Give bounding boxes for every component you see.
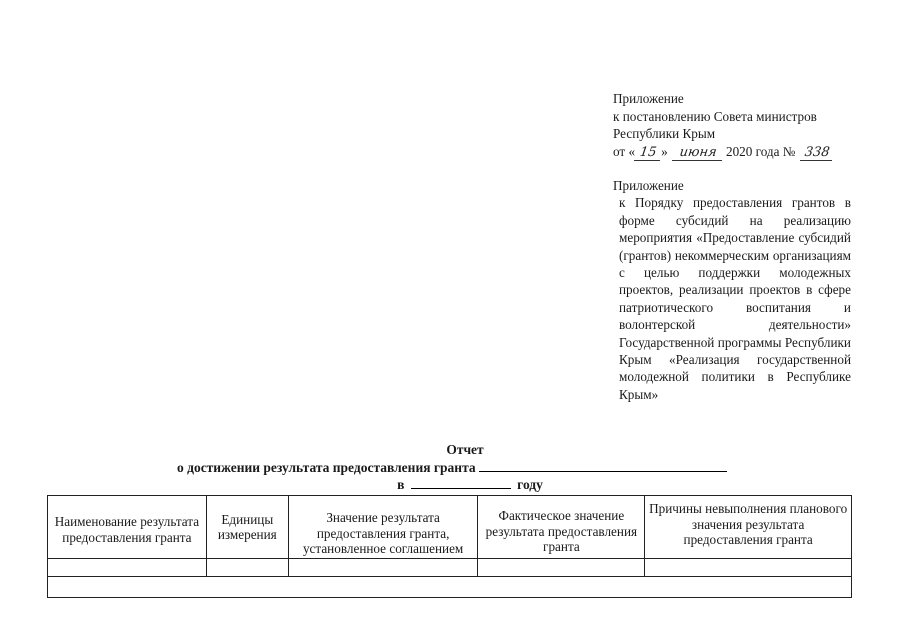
resolution-annex-block (613, 90, 873, 161)
header-failure-reasons: Причины невыполнения планового значения результата предоставления гранта (645, 496, 852, 559)
table-cell[interactable] (206, 558, 288, 576)
table-cell[interactable] (645, 558, 852, 576)
annex2-body: к Порядку предоставления грантов в форме субсидий на реализацию мероприятия «Предоставление субсидий (грантов) некоммерческим организациям с целью поддержки молодежных проектов, реализации проектов в сфере патриотического воспитания и волонтерской деятельности» Государственной программы Республики Крым «Реализация государственной молодежной политики в Республике Крым» (619, 195, 851, 402)
year-prefix: в (397, 477, 405, 492)
procedure-annex-block (613, 177, 851, 403)
header-planned-value: Значение результата предоставления гранта, установленное соглашением (288, 496, 478, 559)
annex1-line-2: к постановлению Совета министров (613, 108, 817, 124)
handwritten-day: 15 (634, 146, 662, 161)
header-result-name: Наименование результата предоставления гранта (48, 496, 207, 559)
year-blank[interactable] (411, 476, 511, 489)
report-title-line2 (0, 459, 904, 477)
table-cell[interactable] (478, 558, 645, 576)
table-bottom-row (48, 576, 852, 597)
annex1-line-1: Приложение (613, 91, 684, 106)
report-title-line3 (0, 476, 904, 494)
table-cell[interactable] (48, 558, 207, 576)
report-title-line1: Отчет (446, 442, 484, 457)
table-cell[interactable] (288, 558, 478, 576)
date-mid: » (661, 143, 668, 159)
report-table (47, 495, 852, 598)
handwritten-number: 338 (800, 146, 834, 161)
table-bottom-cell (48, 576, 852, 597)
year-suffix: году (517, 477, 543, 492)
table-row (48, 558, 852, 576)
date-prefix: от « (613, 143, 636, 159)
date-year: 2020 года № (725, 143, 796, 159)
handwritten-month: июня (672, 146, 724, 161)
table-header-row (48, 496, 852, 559)
annex1-date-line (613, 143, 873, 161)
header-actual-value: Фактическое значение результата предоставления гранта (478, 496, 645, 559)
grant-name-blank[interactable] (479, 459, 727, 472)
header-units: Единицы измерения (206, 496, 288, 559)
annex2-heading: Приложение (613, 178, 684, 193)
annex1-line-3: Республики Крым (613, 126, 716, 142)
report-title (0, 441, 904, 494)
report-subject-label: о достижении результата предоставления гранта (176, 459, 476, 475)
